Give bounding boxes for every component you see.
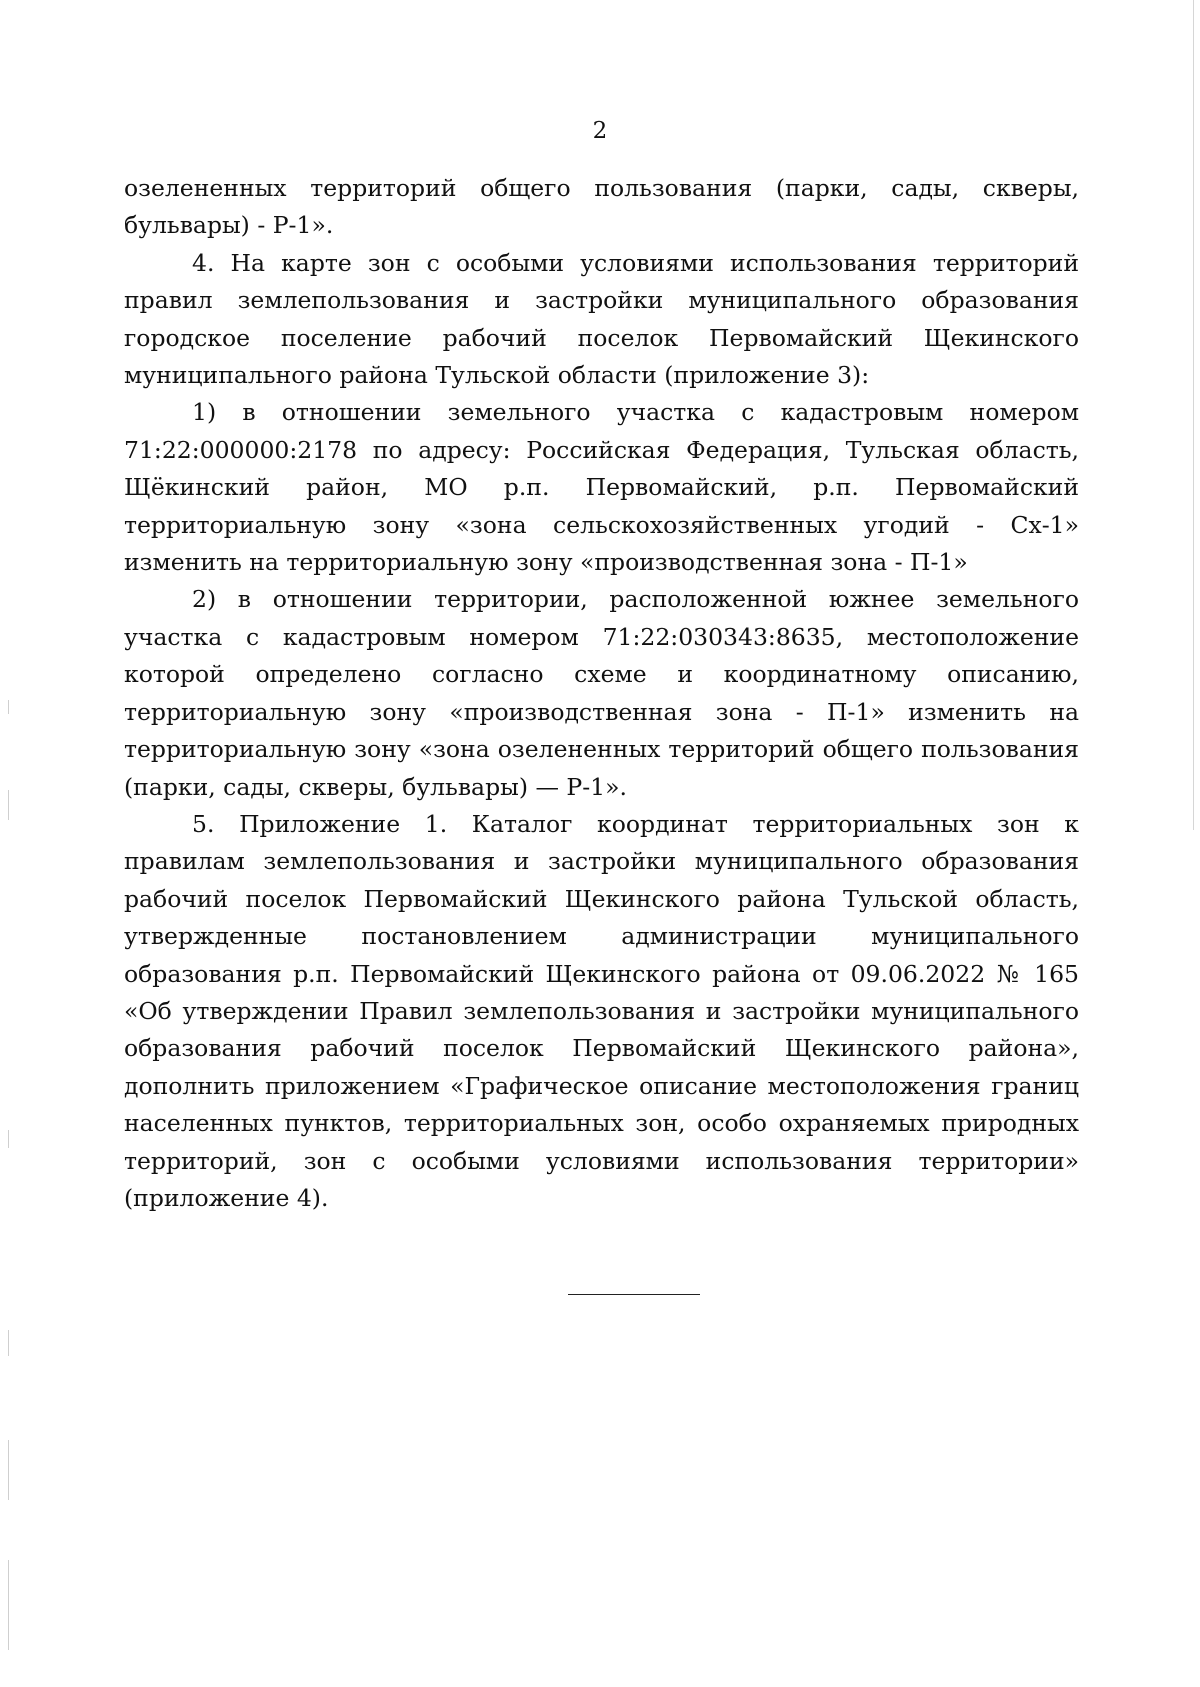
- scan-artifact-mark: [8, 1330, 9, 1356]
- paragraph-subitem-2: 2) в отношении территории, расположенной южнее земельного участка с кадастровым номером 71:22:030343:8635, местоположение которой определено согласно схеме и координатному описанию, территориальную зону «производственная зона - П-1» изменить на территориальную зону «зона озелененных территорий общего пользования (парки, сады, скверы, бульвары) — Р-1».: [124, 585, 1079, 801]
- scan-artifact-mark: [8, 790, 9, 820]
- scan-artifact-mark: [8, 700, 9, 714]
- paragraph-item-4: 4. На карте зон с особыми условиями использования территорий правил землепользования и застройки муниципального образования городское поселение рабочий поселок Первомайский Щекинского муниципального района Тульской области (приложение 3):: [124, 248, 1079, 390]
- scan-artifact-mark: [8, 1440, 9, 1500]
- scan-artifact-mark: [8, 1560, 9, 1650]
- paragraph-continuation: озелененных территорий общего пользования (парки, сады, скверы, бульвары) - Р-1».: [124, 174, 1079, 240]
- paragraph-item-5: 5. Приложение 1. Каталог координат территориальных зон к правилам землепользования и застройки муниципального образования рабочий поселок Первомайский Щекинского района Тульской область, утвержденные постановлением администрации муниципального образования р.п. Первомайский Щекинского района от 09.06.2022 № 165 «Об утверждении Правил землепользования и застройки муниципального образования рабочий поселок Первомайский Щекинского района», дополнить приложением «Графическое описание местоположения границ населенных пунктов, территориальных зон, особо охраняемых природных территорий, зон с особыми условиями использования территории» (приложение 4).: [124, 809, 1079, 1212]
- scan-artifact-mark: [8, 1130, 9, 1148]
- document-body: [124, 170, 1079, 1217]
- end-separator-line: [568, 1294, 700, 1295]
- scan-edge-line: [1193, 0, 1194, 830]
- page-number: 2: [592, 118, 608, 144]
- paragraph-subitem-1: 1) в отношении земельного участка с кадастровым номером 71:22:000000:2178 по адресу: Российская Федерация, Тульская область, Щёкинский район, МО р.п. Первомайский, р.п. Первомайский территориальную зону «зона сельскохозяйственных угодий - Сх-1» изменить на территориальную зону «производственная зона - П-1»: [124, 398, 1079, 577]
